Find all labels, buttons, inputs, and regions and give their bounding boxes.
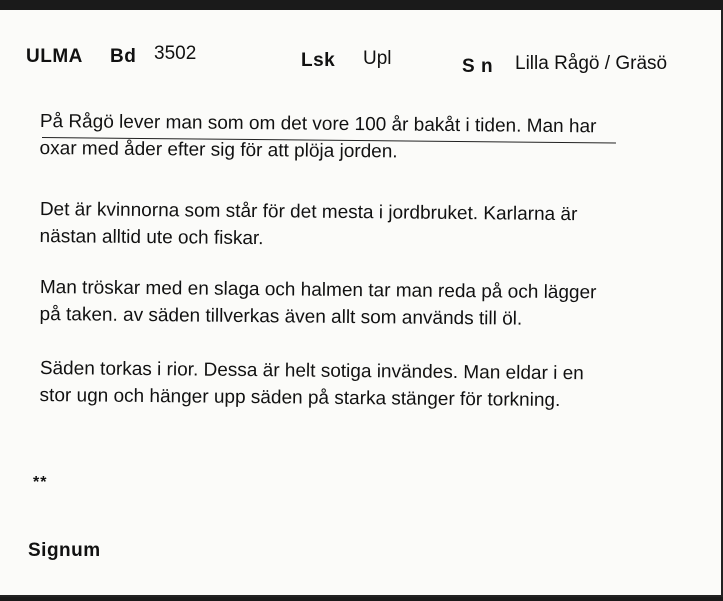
signum-label: Signum [28,540,101,561]
paragraph-line: På Rågö lever man som om det vore 100 år bakåt i tiden. Man har [39,110,597,138]
parish-value: Lilla Rågö / Gräsö [515,53,668,74]
volume-label: Bd [110,46,137,67]
archive-card [0,10,723,597]
province-value: Upl [363,48,392,69]
paragraph-line: Det är kvinnorna som står för det mesta i jordbruket. Karlarna är [39,198,578,226]
paragraph-4 [39,355,709,415]
stars-marker: ** [33,474,48,491]
paragraph-line: oxar med åder efter sig för att plöja jorden. [39,137,398,163]
volume-number: 3502 [154,43,197,64]
paragraph-3 [39,274,709,334]
paragraph-2 [39,196,709,256]
paragraph-line: Säden torkas i rior. Dessa är helt sotiga invändes. Man eldar i en [39,357,584,385]
paragraph-line: nästan alltid ute och fiskar. [39,225,264,250]
paragraph-line: på taken. av säden tillverkas även allt som används till öl. [39,303,523,330]
paragraph-line: Man tröskar med en slaga och halmen tar man reda på och lägger [39,276,597,304]
parish-label: S n [462,56,494,77]
province-label: Lsk [301,50,336,71]
paragraph-line: stor ugn och hänger upp säden på starka stänger för torkning. [39,384,561,411]
archive-label: ULMA [26,46,83,67]
